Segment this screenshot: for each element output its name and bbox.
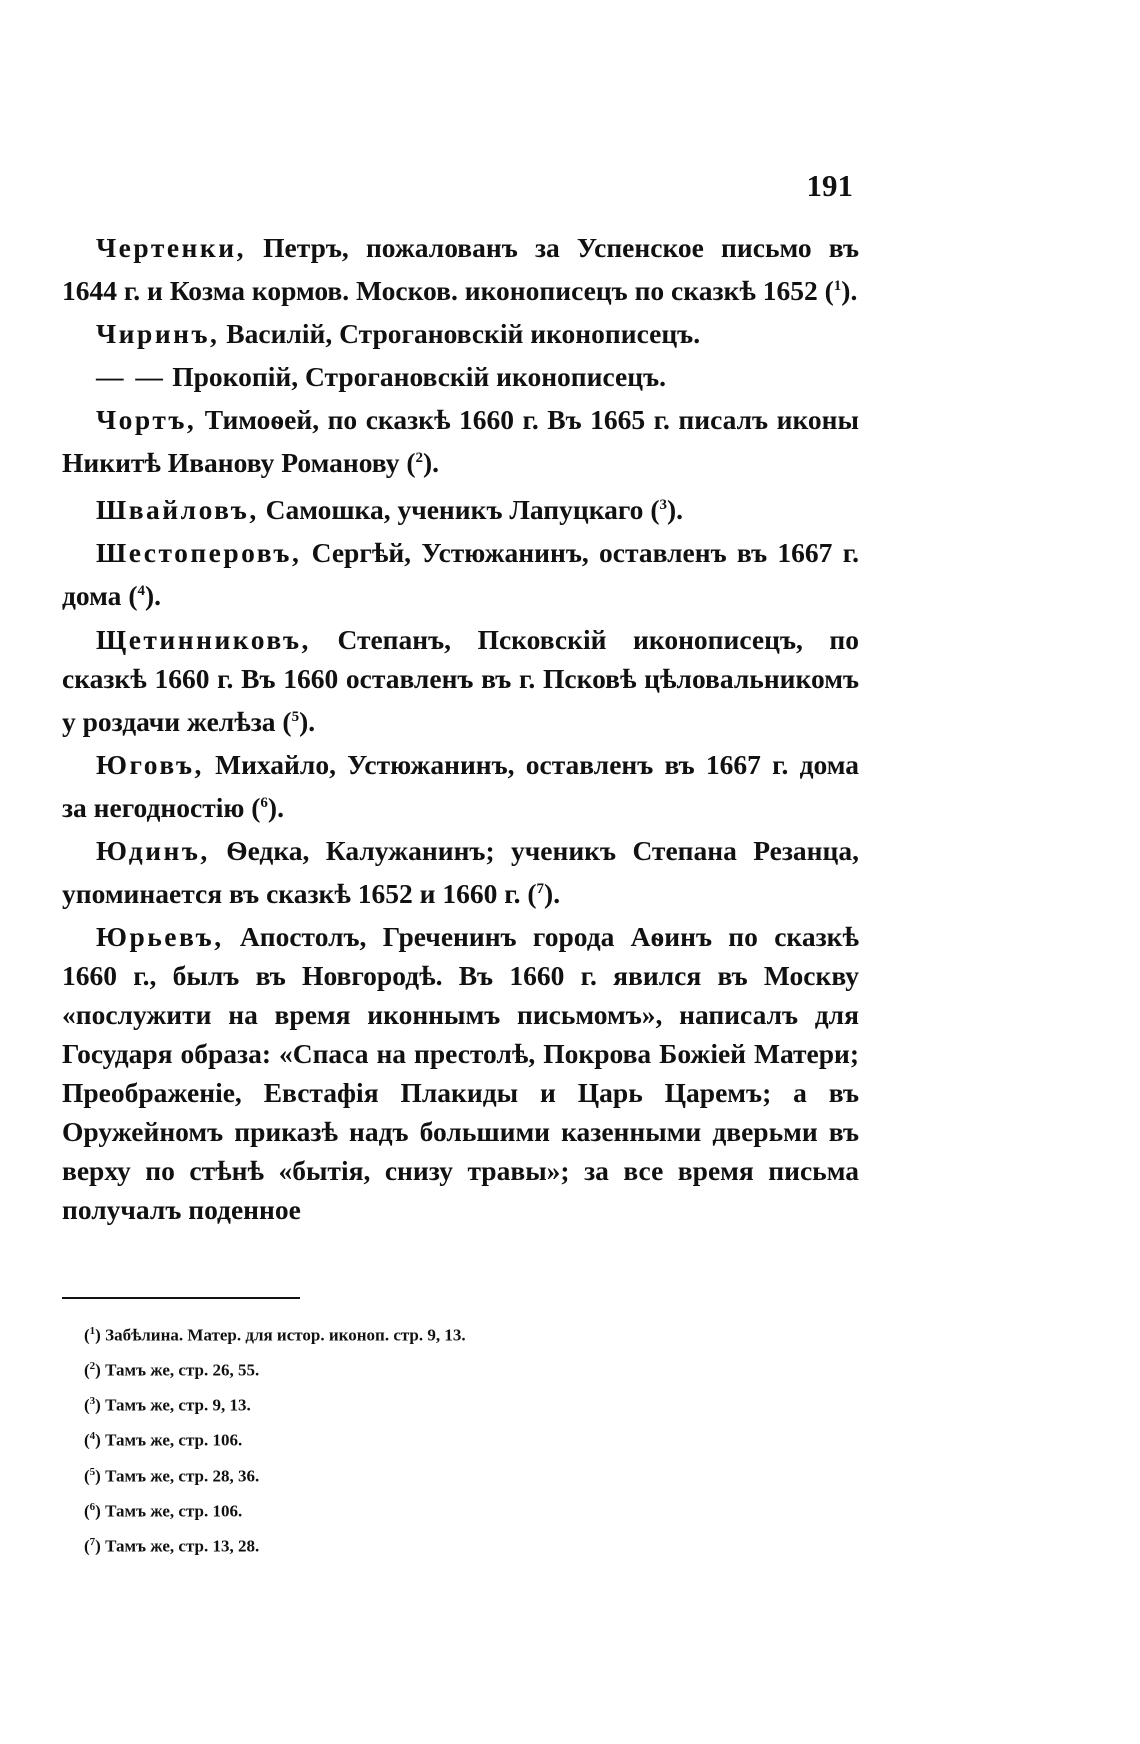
entry-surname: — —	[96, 361, 166, 393]
entry-text: Петръ, пожалованъ за Успенское письмо въ 1644 г. и Козма кормов. Москов. иконописецъ по сказкѣ 1652	[62, 232, 859, 307]
footnote-text: Забѣлина. Матер. для истор. иконоп. стр. 9, 13.	[100, 1325, 466, 1345]
footnote-item: ($^7$) Тамъ же, стр. 13, 28.	[84, 1535, 260, 1556]
entry-text: Самошка, ученикъ Лапуцкаго	[258, 494, 651, 526]
entry-shvailov: Швайловъ, Самошка, ученикъ Лапуцкаго ($^3$).	[96, 494, 684, 526]
footnote-ref: 5	[291, 708, 300, 725]
footnote-ref: 6	[260, 794, 268, 811]
footnote-item: ($^4$) Тамъ же, стр. 106.	[84, 1430, 243, 1451]
entry-yuryev	[62, 917, 859, 1229]
entry-end: .	[676, 494, 684, 526]
footnote-text: Тамъ же, стр. 9, 13.	[100, 1395, 251, 1415]
footnote-list	[84, 1316, 784, 1562]
page-number: 191	[806, 168, 853, 203]
entry-end: .	[432, 447, 440, 479]
footnote-text: Тамъ же, стр. 13, 28.	[100, 1536, 260, 1556]
footnote-mark: 5	[89, 1465, 96, 1478]
entry-text: Прокопій, Строгановскій иконописецъ.	[165, 361, 666, 393]
footnote-mark: 2	[89, 1360, 96, 1373]
entry-text: Сергѣй, Устюжанинъ, оставленъ въ 1667 г. дома	[62, 537, 859, 612]
entry-text: Степанъ, Псковскій иконописецъ, по сказкѣ 1660 г. Въ 1660 оставленъ въ г. Псковѣ цѣловальникомъ у роздачи желѣза	[62, 623, 859, 737]
entry-surname: Швайловъ,	[96, 494, 259, 526]
footnote-item: ($^5$) Тамъ же, стр. 28, 36.	[84, 1465, 260, 1486]
footnote-mark: 3	[89, 1395, 96, 1408]
entry-chirin-vasily	[62, 314, 859, 353]
footnote-ref: 1	[833, 278, 842, 294]
footnote-ref: 3	[659, 497, 667, 514]
entry-end: .	[553, 878, 561, 910]
entry-text: Тимоѳей, по сказкѣ 1660 г. Въ 1665 г. писалъ иконы Никитѣ Иванову Романову	[62, 404, 859, 479]
entry-list	[62, 228, 859, 1233]
footnote-mark: 1	[89, 1325, 96, 1337]
entry-shestoperov: Шестоперовъ, Сергѣй, Устюжанинъ, оставленъ въ 1667 г. дома ($^4$).	[62, 537, 859, 612]
footnote-item: ($^1$) Забѣлина. Матер. для истор. иконоп. стр. 9, 13.	[84, 1325, 466, 1345]
entry-surname: Юговъ,	[96, 748, 204, 780]
entry-end: .	[308, 705, 316, 737]
entry-surname: Шестоперовъ,	[96, 537, 302, 569]
footnote-text: Тамъ же, стр. 28, 36.	[100, 1466, 260, 1486]
footnote-mark: 4	[89, 1430, 96, 1443]
footnote-text: Тамъ же, стр. 106.	[100, 1501, 243, 1521]
entry-surname: Юдинъ,	[96, 834, 210, 866]
entry-yugov: Юговъ, Михайло, Устюжанинъ, оставленъ въ 1667 г. дома за негодностію ($^6$).	[62, 748, 859, 823]
entry-surname: Чертенки,	[96, 232, 246, 263]
entry-chertenki: Чертенки, Петръ, пожалованъ за Успенское письмо въ 1644 г. и Козма кормов. Москов. иконописецъ по сказкѣ 1652 ($^1$).	[62, 232, 859, 307]
entry-surname: Щетинниковъ,	[96, 623, 311, 655]
footnote-ref: 7	[536, 880, 545, 897]
entry-yudin: Юдинъ, Ѳедка, Калужанинъ; ученикъ Степана Резанца, упоминается въ сказкѣ 1652 и 1660 г. ($^7$).	[62, 834, 859, 910]
entry-chort: Чортъ, Тимоѳей, по сказкѣ 1660 г. Въ 1665 г. писалъ иконы Никитѣ Иванову Романову ($^2$).	[62, 404, 859, 479]
footnote-item: ($^3$) Тамъ же, стр. 9, 13.	[84, 1395, 251, 1415]
footnote-divider	[62, 1297, 300, 1299]
footnote-text: Тамъ же, стр. 106.	[100, 1431, 243, 1451]
entry-surname: Чортъ,	[96, 404, 197, 436]
entry-end: .	[850, 275, 858, 307]
footnote-mark: 7	[89, 1535, 96, 1548]
footnote-text: Тамъ же, стр. 26, 55.	[100, 1360, 260, 1380]
entry-end: .	[277, 791, 284, 823]
entry-text: Михайло, Устюжанинъ, оставленъ въ 1667 г. дома за негодностію	[62, 748, 859, 823]
entry-end: .	[154, 580, 162, 612]
footnote-mark: 6	[89, 1500, 96, 1513]
entry-text: Апостолъ, Греченинъ города Аѳинъ по сказкѣ 1660 г., былъ въ Новгородѣ. Въ 1660 г. явился въ Москву «послужити на время иконнымъ письмомъ», написалъ для Государя образа: «Спаса на престолѣ, Покрова Божіей Матери; Преображеніе, Евстафія Плакиды и Царь Царемъ; а въ Оружейномъ приказѣ надъ большими казенными дверьми въ верху по стѣнѣ «бытія, снизу травы»; за все время письма получалъ поденное	[62, 921, 859, 1226]
entry-text: Ѳедка, Калужанинъ; ученикъ Степана Резанца, упоминается въ сказкѣ 1652 и 1660 г.	[62, 834, 859, 910]
entry-shchetinnikov: Щетинниковъ, Степанъ, Псковскій иконописецъ, по сказкѣ 1660 г. Въ 1660 оставленъ въ г. Псковѣ цѣловальникомъ у роздачи желѣза ($^5$).	[62, 623, 859, 737]
entry-chirin-prokopy	[62, 357, 859, 396]
footnote-ref: 2	[415, 450, 423, 467]
footnote-ref: 4	[137, 583, 145, 600]
footnote-item: ($^6$) Тамъ же, стр. 106.	[84, 1500, 243, 1521]
entry-text: Василій, Строгановскій иконописецъ.	[219, 318, 701, 350]
entry-surname: Чиринъ,	[96, 318, 220, 350]
entry-surname: Юрьевъ,	[96, 921, 224, 953]
footnote-item: ($^2$) Тамъ же, стр. 26, 55.	[84, 1360, 260, 1380]
